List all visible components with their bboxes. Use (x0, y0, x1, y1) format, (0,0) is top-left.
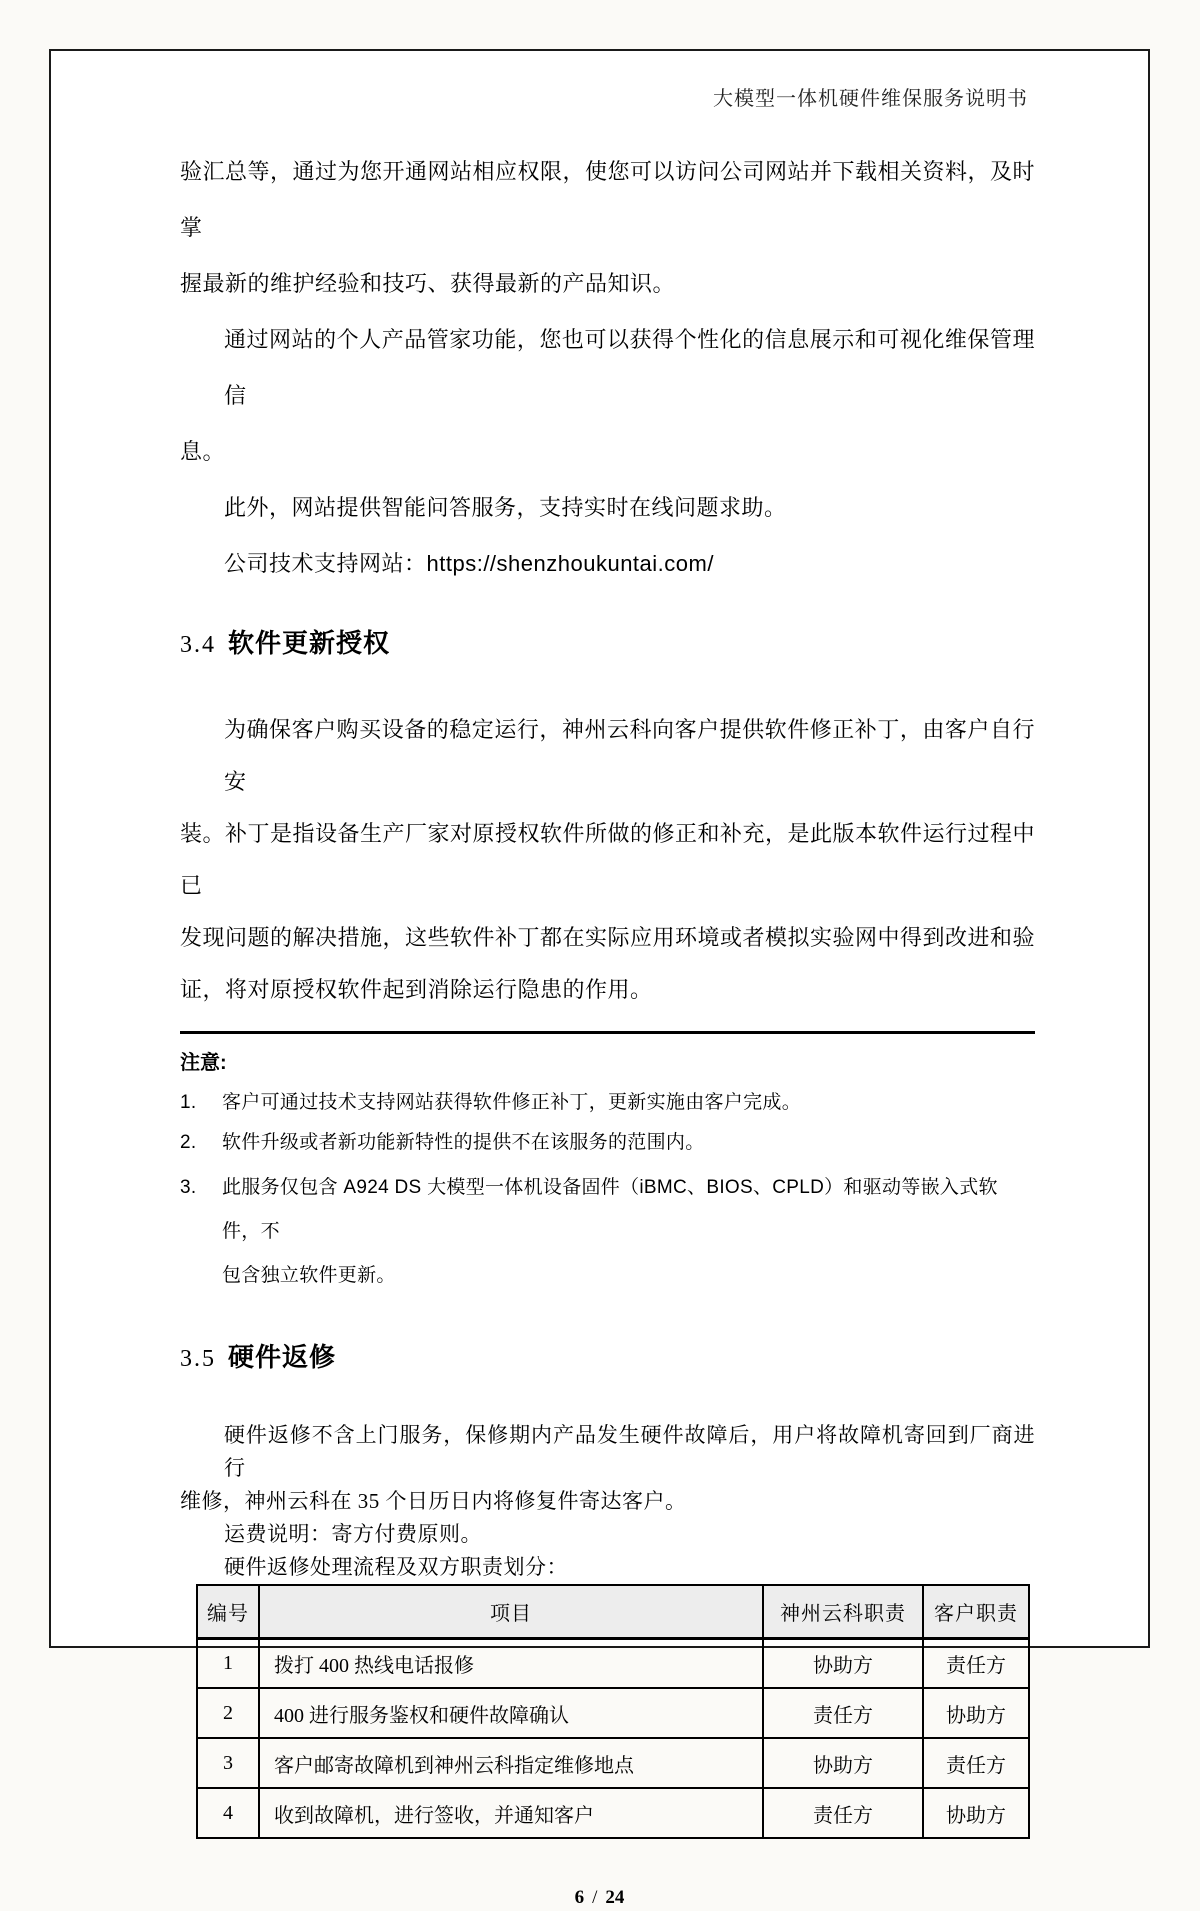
table-header-no: 编号 (197, 1585, 259, 1638)
notice-item-number: 2. (180, 1132, 197, 1153)
section-title: 硬件返修 (228, 1342, 337, 1372)
table-header-customer-duty: 客户职责 (923, 1585, 1029, 1638)
paragraph-line: 证，将对原授权软件起到消除运行隐患的作用。 (180, 977, 653, 1002)
row-customer-duty-cell: 责任方 (923, 1638, 1029, 1688)
table-row (197, 1638, 1029, 1688)
section-number: 3.5 (180, 1346, 216, 1372)
section-heading-3-4 (180, 626, 1035, 665)
notice-item-text: 软件升级或者新功能新特性的提供不在该服务的范围内。 (222, 1132, 705, 1153)
notice-item-text (222, 1166, 1035, 1298)
notice-divider-rule (180, 1031, 1035, 1034)
paragraph-line: 硬件返修不含上门服务，保修期内产品发生硬件故障后，用户将故障机寄回到厂商进行 (224, 1423, 1035, 1480)
support-site-url: https://shenzhoukuntai.com/ (426, 551, 714, 576)
section-title: 软件更新授权 (228, 628, 391, 658)
paragraph-line: 硬件返修处理流程及双方职责划分： (224, 1555, 568, 1579)
paragraph-line: 为确保客户购买设备的稳定运行，神州云科向客户提供软件修正补丁，由客户自行安 (224, 717, 1035, 794)
paragraph-line: 握最新的维护经验和技巧、获得最新的产品知识。 (180, 271, 676, 296)
paragraph-line: 运费说明：寄方付费原则。 (224, 1522, 482, 1546)
row-vendor-duty-cell: 责任方 (763, 1688, 923, 1738)
row-item-cell: 客户邮寄故障机到神州云科指定维修地点 (259, 1738, 763, 1788)
paragraph-hardware-return (180, 1419, 1035, 1584)
notice-item-text: 客户可通过技术支持网站获得软件修正补丁，更新实施由客户完成。 (222, 1092, 802, 1113)
document-page (49, 49, 1150, 1908)
paragraph-line: 息。 (180, 439, 226, 464)
row-number-cell: 1 (197, 1638, 259, 1688)
notice-item-line: 此服务仅包含 A924 DS 大模型一体机设备固件（iBMC、BIOS、CPLD）和驱动等嵌入式软件，不 (222, 1177, 998, 1242)
page-number-total: 24 (605, 1887, 625, 1908)
notice-item-1 (180, 1090, 1035, 1116)
paragraph-line: 装。补丁是指设备生产厂家对原授权软件所做的修正和补充，是此版本软件运行过程中已 (180, 821, 1036, 898)
notice-item-number: 3. (180, 1177, 197, 1198)
paragraph-line: 验汇总等，通过为您开通网站相应权限，使您可以访问公司网站并下载相关资料，及时掌 (180, 159, 1036, 240)
row-customer-duty-cell: 协助方 (923, 1688, 1029, 1738)
paragraph-product-steward (180, 312, 1035, 480)
paragraph-support-site (180, 536, 1035, 592)
row-number-cell: 2 (197, 1688, 259, 1738)
page-content (51, 144, 1148, 1839)
row-vendor-duty-cell: 协助方 (763, 1738, 923, 1788)
paragraph-software-patch (180, 704, 1035, 1016)
notice-label: 注意: (180, 1052, 227, 1074)
table-row (197, 1688, 1029, 1738)
page-header-title: 大模型一体机硬件维保服务说明书 (713, 88, 1028, 110)
paragraph-line: 此外，网站提供智能问答服务，支持实时在线问题求助。 (224, 495, 787, 520)
paragraph-line: 通过网站的个人产品管家功能，您也可以获得个性化的信息展示和可视化维保管理信 (224, 327, 1035, 408)
section-heading-3-5 (180, 1340, 1035, 1379)
paragraph-line: 发现问题的解决措施，这些软件补丁都在实际应用环境或者模拟实验网中得到改进和验 (180, 925, 1036, 950)
paragraph-smart-qa (180, 480, 1035, 536)
table-row (197, 1738, 1029, 1788)
page-footer (51, 1885, 1148, 1911)
table-header-vendor-duty: 神州云科职责 (763, 1585, 923, 1638)
table-header-item: 项目 (259, 1585, 763, 1638)
page-number-separator: / (592, 1887, 598, 1908)
support-site-label: 公司技术支持网站： (224, 551, 427, 576)
notice-item-line: 包含独立软件更新。 (222, 1265, 396, 1286)
table-row (197, 1788, 1029, 1838)
page-number-current: 6 (574, 1887, 585, 1908)
notice-item-2 (180, 1130, 1035, 1156)
notice-item-number: 1. (180, 1092, 197, 1113)
paragraph-line: 维修，神州云科在 35 个日历日内将修复件寄达客户。 (180, 1489, 687, 1513)
notice-item-3 (180, 1166, 1035, 1298)
row-customer-duty-cell: 责任方 (923, 1738, 1029, 1788)
row-customer-duty-cell: 协助方 (923, 1788, 1029, 1838)
row-vendor-duty-cell: 协助方 (763, 1638, 923, 1688)
paragraph-web-access (180, 144, 1035, 312)
table-header-row (197, 1585, 1029, 1638)
paragraph-line (180, 536, 1035, 592)
row-number-cell: 3 (197, 1738, 259, 1788)
row-number-cell: 4 (197, 1788, 259, 1838)
row-item-cell: 拨打 400 热线电话报修 (259, 1638, 763, 1688)
section-number: 3.4 (180, 632, 216, 658)
row-item-cell: 收到故障机，进行签收，并通知客户 (259, 1788, 763, 1838)
responsibility-table (196, 1584, 1030, 1839)
row-vendor-duty-cell: 责任方 (763, 1788, 923, 1838)
row-item-cell: 400 进行服务鉴权和硬件故障确认 (259, 1688, 763, 1738)
